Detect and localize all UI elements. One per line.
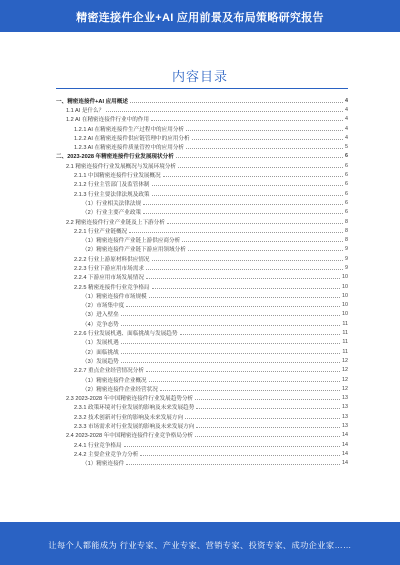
toc-dot-leader: [152, 257, 343, 261]
toc-entry-label: 2.1.1 中国精密连接件行业发展概况: [74, 173, 161, 180]
toc-entry-label: 2.2 精密连接件行业产业链及上下游分析: [66, 219, 165, 226]
toc-entry-label: 1.2.3 AI 在精密连接件质量管控中的应用分析: [74, 145, 185, 152]
toc-entry-label: （1）精密连接件: [82, 461, 125, 468]
toc-entry[interactable]: [56, 440, 348, 449]
toc-entry-page: 10: [342, 292, 348, 299]
toc-entry[interactable]: [56, 142, 348, 151]
toc-entry[interactable]: [56, 356, 348, 365]
toc-dot-leader: [121, 322, 341, 326]
toc-entry-label: 1.1 AI 是什么？: [66, 107, 105, 114]
toc-entry[interactable]: [56, 301, 348, 310]
toc-entry-page: 10: [342, 311, 348, 318]
toc-entry-label: 2.4.2 主要企业竞争力分析: [74, 451, 139, 458]
toc-dot-leader: [121, 350, 341, 354]
toc-entry-page: 9: [345, 246, 348, 253]
toc-entry[interactable]: [56, 180, 348, 189]
toc-entry[interactable]: [56, 347, 348, 356]
toc-entry-label: 2.1.2 行业主管部门及监管体制: [74, 182, 150, 189]
toc-dot-leader: [182, 238, 343, 242]
toc-entry-page: 6: [345, 162, 348, 169]
toc-dot-leader: [180, 331, 341, 335]
toc-dot-leader: [126, 461, 340, 465]
toc-dot-leader: [188, 247, 343, 251]
toc-dot-leader: [149, 378, 340, 382]
toc-entry-page: 8: [345, 227, 348, 234]
toc-entry[interactable]: [56, 208, 348, 217]
toc-entry-label: （1）精密连接件产业链上游供应商分析: [82, 238, 181, 245]
toc-entry-label: 2.3.2 技术创新对行业的影响及未来发展方向: [74, 414, 184, 421]
toc-entry-label: 2.3 2023-2028 年中国精密连接件行业发展趋势分析: [66, 396, 194, 403]
toc-entry-label: （2）精密连接件产业链下游应用领域分析: [82, 247, 186, 254]
toc-entry-label: （2）面临挑战: [82, 349, 119, 356]
toc-dot-leader: [149, 294, 340, 298]
toc-entry-page: 10: [342, 283, 348, 290]
toc-dot-leader: [160, 387, 340, 391]
toc-entry-label: 二、2023-2028 年精密连接件行业发展现状分析: [56, 154, 174, 161]
toc-entry-page: 11: [342, 348, 348, 355]
toc-entry-page: 6: [345, 153, 348, 160]
toc-dot-leader: [121, 340, 341, 344]
toc-entry-label: 2.3.1 政策环境对行业发展的影响及未来发展趋势: [74, 405, 195, 412]
toc-entry-page: 13: [342, 413, 348, 420]
toc-dot-leader: [195, 396, 340, 400]
toc-entry-label: （1）发展机遇: [82, 340, 119, 347]
toc-entry-page: 11: [342, 330, 348, 337]
toc-entry-page: 4: [345, 106, 348, 113]
toc-entry-label: （3）进入壁垒: [82, 312, 119, 319]
toc-entry[interactable]: [56, 421, 348, 430]
toc-entry[interactable]: [56, 217, 348, 226]
toc-dot-leader: [140, 452, 340, 456]
toc-entry-label: （1）精密连接件市场规模: [82, 293, 147, 300]
toc-entry[interactable]: [56, 412, 348, 421]
toc-entry-page: 14: [342, 450, 348, 457]
toc-entry[interactable]: [56, 245, 348, 254]
toc-entry-page: 13: [342, 423, 348, 430]
toc-entry[interactable]: [56, 449, 348, 458]
toc-entry[interactable]: [56, 273, 348, 282]
toc-entry-page: 6: [345, 209, 348, 216]
toc-dot-leader: [152, 192, 343, 196]
toc-entry[interactable]: [56, 403, 348, 412]
toc-entry-page: 6: [345, 181, 348, 188]
toc-entry[interactable]: [56, 375, 348, 384]
toc-dot-leader: [121, 359, 340, 363]
toc-entry-label: 2.4 2023-2028 年中国精密连接件行业竞争格局分析: [66, 433, 194, 440]
toc-entry-page: 11: [342, 320, 348, 327]
toc-entry-label: （2）精密连接件企业经营状况: [82, 386, 158, 393]
toc-dot-leader: [192, 136, 343, 140]
toc-dot-leader: [163, 173, 343, 177]
toc-entry-label: 2.2.5 精密连接件行业竞争格局: [74, 284, 150, 291]
toc-entry[interactable]: [56, 319, 348, 328]
toc-dot-leader: [196, 405, 340, 409]
toc-entry[interactable]: [56, 254, 348, 263]
toc-dot-leader: [126, 303, 340, 307]
toc-dot-leader: [151, 117, 343, 121]
toc-entry-label: 1.2.1 AI 在精密连接件生产过程中的应用分析: [74, 126, 185, 133]
toc-entry-page: 14: [342, 432, 348, 439]
toc-dot-leader: [146, 368, 340, 372]
toc-entry[interactable]: [56, 431, 348, 440]
toc-entry[interactable]: [56, 170, 348, 179]
toc-entry-label: 2.4.1 行业竞争格局: [74, 442, 122, 449]
toc-entry-label: （1）行业相关法律法规: [82, 200, 142, 207]
toc-entry-label: 2.3.3 市场需求对行业发展的影响及未来发展方向: [74, 424, 195, 431]
toc-dot-leader: [185, 415, 340, 419]
toc-entry-page: 6: [345, 172, 348, 179]
toc-entry-page: 14: [342, 441, 348, 448]
toc-dot-leader: [130, 99, 343, 103]
toc-entry[interactable]: [56, 105, 348, 114]
toc-entry-label: 一、精密连接件+AI 应用概述: [56, 98, 128, 105]
toc-entry[interactable]: [56, 394, 348, 403]
toc-entry-page: 14: [342, 460, 348, 467]
toc-entry-label: 1.2 AI 在精密连接件行业中的作用: [66, 117, 149, 124]
toc-dot-leader: [146, 275, 340, 279]
toc-entry[interactable]: [56, 152, 348, 161]
toc-entry-label: 2.1.3 行业主要法律法规及政策: [74, 191, 150, 198]
toc-entry-label: 2.2.3 行业下游应用市场需求: [74, 265, 144, 272]
toc-entry[interactable]: [56, 338, 348, 347]
toc-entry-page: 4: [345, 134, 348, 141]
toc-entry[interactable]: [56, 282, 348, 291]
toc-divider: [56, 88, 348, 89]
toc-entry-label: 1.2.2 AI 在精密连接件供应链管理中的应用分析: [74, 135, 190, 142]
toc-entry-label: 2.2.7 重点企业经营情况分析: [74, 368, 144, 375]
toc-entry-page: 8: [345, 218, 348, 225]
toc-dot-leader: [186, 127, 343, 131]
toc-dot-leader: [196, 424, 340, 428]
toc-entry[interactable]: [56, 459, 348, 468]
toc-entry-page: 12: [342, 357, 348, 364]
toc-dot-leader: [124, 443, 340, 447]
toc-entry-page: 12: [342, 367, 348, 374]
toc-entry-label: （2）市场集中度: [82, 303, 125, 310]
toc-dot-leader: [167, 220, 343, 224]
toc-dot-leader: [121, 312, 340, 316]
toc-entry[interactable]: [56, 328, 348, 337]
toc-dot-leader: [143, 210, 343, 214]
toc-entry-page: 4: [345, 97, 348, 104]
toc-entry[interactable]: [56, 310, 348, 319]
toc-entry[interactable]: [56, 115, 348, 124]
toc-entry-label: 2.2.1 行业产业链概况: [74, 228, 128, 235]
toc-dot-leader: [195, 433, 340, 437]
toc-heading: 内容目录: [171, 69, 228, 84]
toc-entry-page: 10: [342, 274, 348, 281]
toc-entry[interactable]: [56, 124, 348, 133]
toc-entry[interactable]: [56, 366, 348, 375]
toc-dot-leader: [178, 164, 343, 168]
toc-entry[interactable]: [56, 235, 348, 244]
toc-entry[interactable]: [56, 291, 348, 300]
toc-entry-label: 2.2.2 行业上游原材料供应情况: [74, 256, 150, 263]
toc-dot-leader: [106, 108, 343, 112]
toc-dot-leader: [129, 229, 343, 233]
toc-list: [56, 96, 348, 468]
toc-entry-page: 4: [345, 125, 348, 132]
toc-dot-leader: [176, 154, 343, 158]
toc-entry-page: 11: [342, 339, 348, 346]
toc-entry-page: 9: [345, 255, 348, 262]
toc-entry-label: （3）发展趋势: [82, 358, 119, 365]
toc-dot-leader: [146, 266, 343, 270]
toc-entry-label: （4）竞争态势: [82, 321, 119, 328]
toc-entry-page: 6: [345, 190, 348, 197]
toc-entry-page: 12: [342, 376, 348, 383]
toc-entry-page: 12: [342, 385, 348, 392]
toc-entry[interactable]: [56, 226, 348, 235]
toc-entry-label: 2.2.4 下游应用市场发展情况: [74, 275, 144, 282]
toc-entry[interactable]: [56, 133, 348, 142]
toc-entry-label: （2）行业主要产业政策: [82, 210, 142, 217]
footer-slogan: 让每个人都能成为 行业专家、产业专家、营销专家、投资专家、成功企业家……: [48, 541, 352, 550]
toc-entry-label: （1）精密连接件企业概况: [82, 377, 147, 384]
toc-entry-page: 8: [345, 237, 348, 244]
toc-dot-leader: [186, 145, 343, 149]
toc-entry-label: 2.1 精密连接件行业发展概况与发展环境分析: [66, 163, 177, 170]
toc-entry-page: 6: [345, 199, 348, 206]
toc-dot-leader: [152, 285, 340, 289]
toc-entry[interactable]: [56, 198, 348, 207]
toc-entry-page: 13: [342, 404, 348, 411]
toc-entry-page: 10: [342, 302, 348, 309]
toc-entry-page: 9: [345, 264, 348, 271]
toc-entry-label: 2.2.6 行业发展机遇、面临挑战与发展趋势: [74, 331, 178, 338]
toc-entry-page: 4: [345, 116, 348, 123]
toc-entry[interactable]: [56, 189, 348, 198]
toc-dot-leader: [152, 182, 343, 186]
toc-entry[interactable]: [56, 96, 348, 105]
report-title: 精密连接件企业+AI 应用前景及布局策略研究报告: [76, 12, 324, 24]
toc-entry[interactable]: [56, 161, 348, 170]
toc-entry[interactable]: [56, 384, 348, 393]
toc-entry-page: 13: [342, 395, 348, 402]
toc-entry-page: 5: [345, 144, 348, 151]
toc-entry[interactable]: [56, 263, 348, 272]
toc-dot-leader: [143, 201, 343, 205]
